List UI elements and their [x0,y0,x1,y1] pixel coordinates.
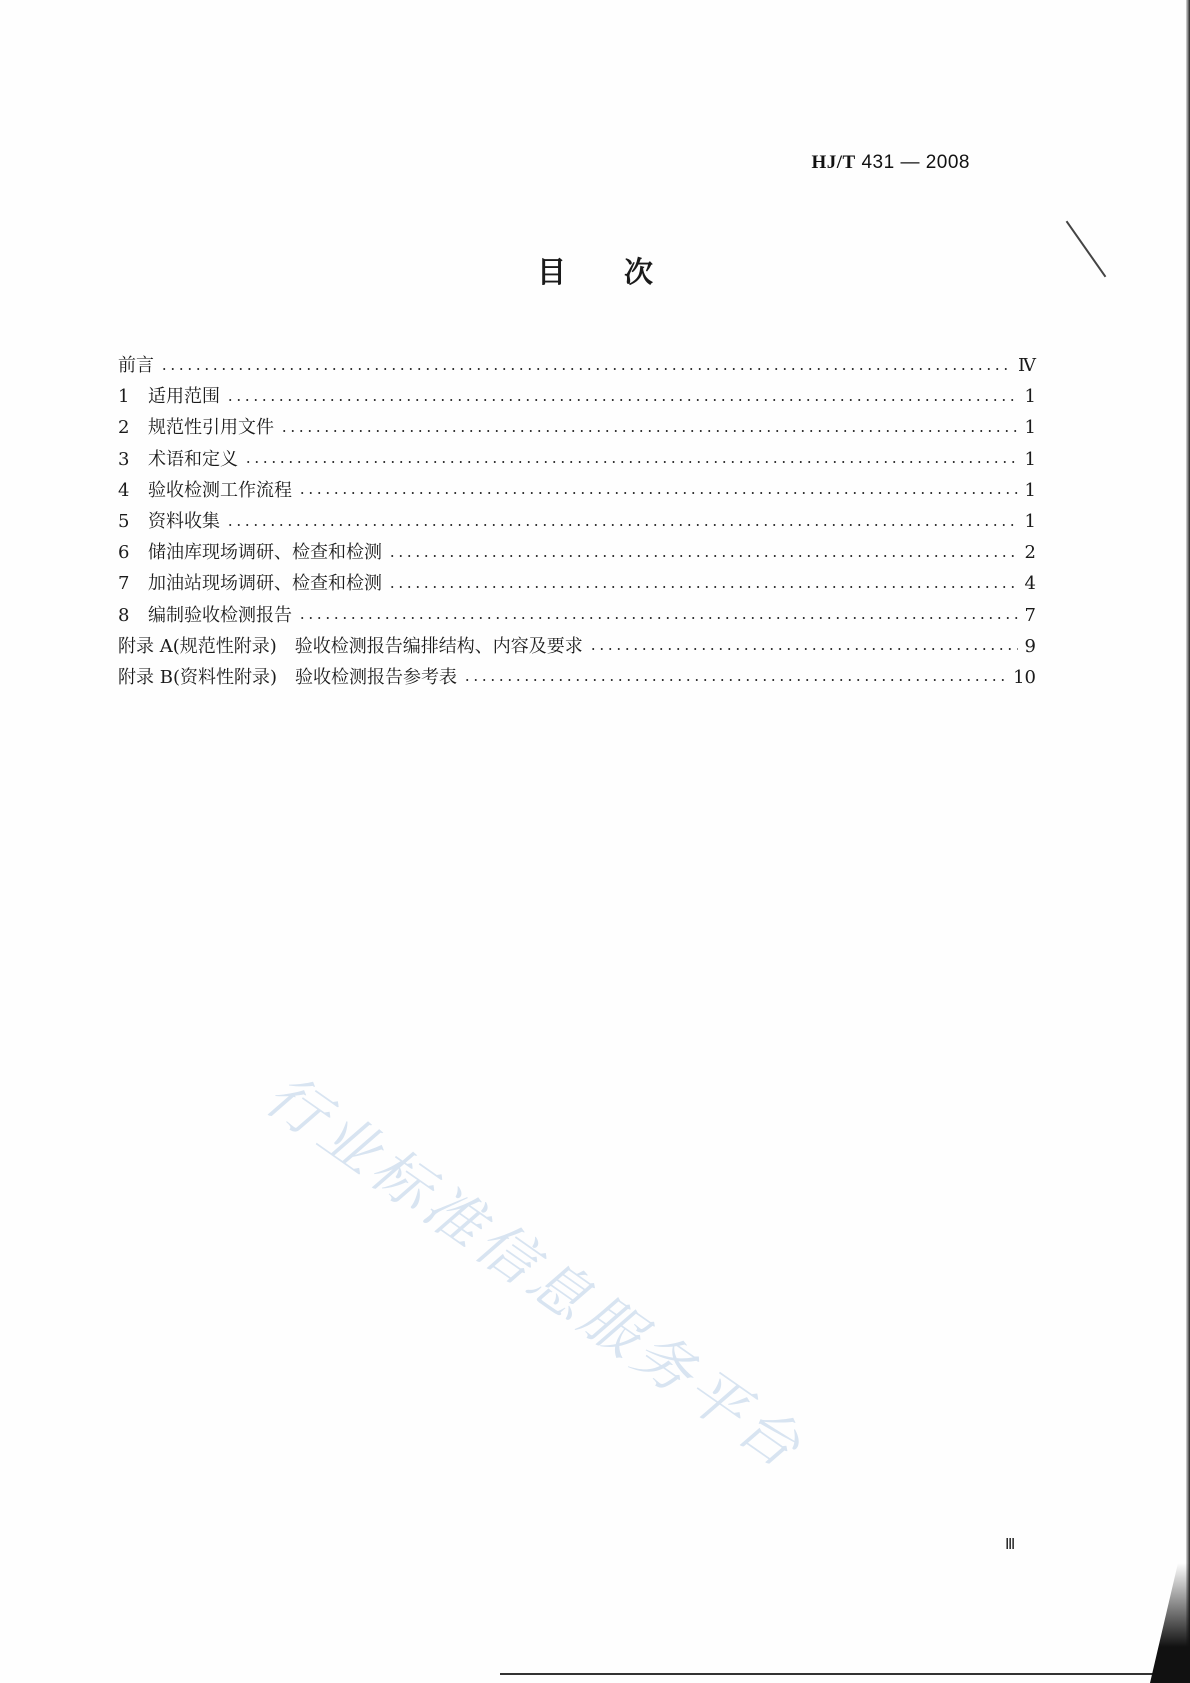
toc-label: 规范性引用文件 [148,417,274,439]
toc-entry-7[interactable] [118,568,1036,599]
leader-dots [298,492,1018,494]
leader-dots [244,461,1018,463]
toc-entry-appendix-b[interactable] [118,662,1036,693]
toc-number: 1 [118,386,130,408]
toc-label: 编制验收检测报告 [148,604,292,626]
toc-number: 3 [118,448,130,470]
page-title: 目次 [536,255,711,289]
toc-label: 前言 [118,355,154,376]
toc-number: 6 [118,542,130,564]
leader-dots [226,399,1018,401]
toc-label: 验收检测工作流程 [148,479,292,501]
toc-page: 10 [1013,666,1036,688]
toc-entry-8[interactable] [118,600,1036,631]
toc-page: 1 [1024,417,1036,439]
toc-number: 5 [118,510,130,532]
scan-edge-right [1186,0,1190,1683]
toc-label: 加油站现场调研、检查和检测 [148,573,382,595]
toc-page: Ⅳ [1018,355,1036,376]
toc-entry-6[interactable] [118,537,1036,568]
toc-number: 2 [118,417,130,439]
scan-edge-bottom [500,1673,1190,1675]
toc-page: 1 [1024,448,1036,470]
toc-entry-foreword[interactable] [118,350,1036,381]
toc-entry-1[interactable] [118,381,1036,412]
leader-dots [280,430,1018,432]
toc-label: 附录 B(资料性附录) 验收检测报告参考表 [118,666,457,688]
toc-label: 适用范围 [148,386,220,408]
toc-page: 1 [1024,479,1036,501]
watermark: 行业标准信息服务平台 [253,1060,817,1484]
leader-dots [388,586,1018,588]
toc-entry-3[interactable] [118,444,1036,475]
toc-label: 术语和定义 [148,448,238,470]
standard-prefix: HJ/T [811,152,856,173]
leader-dots [298,617,1018,619]
toc-entry-2[interactable] [118,412,1036,443]
toc-number: 8 [118,604,130,626]
toc-page: 2 [1024,542,1036,564]
toc-label: 储油库现场调研、检查和检测 [148,542,382,564]
toc-entry-5[interactable] [118,506,1036,537]
toc-page: 1 [1024,510,1036,532]
leader-dots [388,555,1018,557]
toc-label: 附录 A(规范性附录) 验收检测报告编排结构、内容及要求 [118,635,583,657]
standard-number: 431 — 2008 [861,152,970,173]
leader-dots [226,524,1018,526]
toc-page: 9 [1024,635,1036,657]
table-of-contents [118,350,1036,693]
scan-shadow-corner [1150,1563,1190,1683]
toc-entry-4[interactable] [118,475,1036,506]
toc-label: 资料收集 [148,510,220,532]
toc-page: 4 [1024,573,1036,595]
toc-page: 7 [1024,604,1036,626]
leader-dots [160,368,1012,370]
standard-code [811,152,970,174]
toc-entry-appendix-a[interactable] [118,631,1036,662]
leader-dots [589,648,1018,650]
toc-number: 7 [118,573,130,595]
leader-dots [463,679,1007,681]
toc-page: 1 [1024,386,1036,408]
page-number: Ⅲ [1005,1536,1016,1553]
toc-number: 4 [118,479,130,501]
